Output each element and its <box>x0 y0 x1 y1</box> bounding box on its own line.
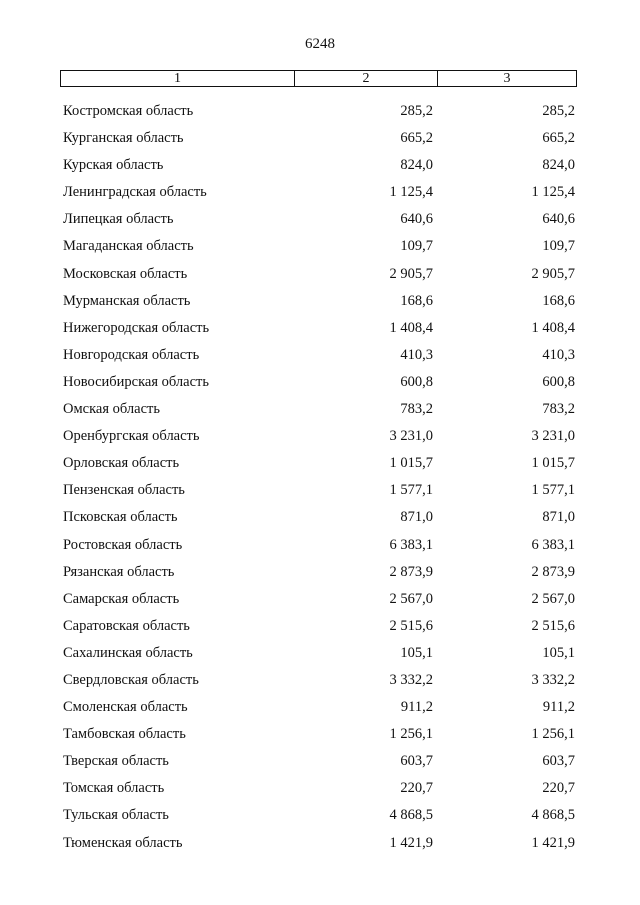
column-2-value: 220,7 <box>400 780 433 797</box>
table-row <box>0 233 640 260</box>
column-3-value: 665,2 <box>542 130 575 147</box>
column-3-value: 783,2 <box>542 401 575 418</box>
table-row <box>0 667 640 694</box>
column-2-value: 3 231,0 <box>389 428 433 445</box>
region-name: Тюменская область <box>63 834 183 851</box>
table-row <box>0 748 640 775</box>
column-2-value: 783,2 <box>400 401 433 418</box>
column-2-value: 1 408,4 <box>389 319 433 336</box>
region-name: Рязанская область <box>63 563 175 580</box>
column-3-value: 1 408,4 <box>531 319 575 336</box>
column-2-value: 824,0 <box>400 157 433 174</box>
region-name: Тверская область <box>63 753 169 770</box>
column-3-value: 911,2 <box>542 699 575 716</box>
column-3-value: 2 905,7 <box>531 265 575 282</box>
column-3-value: 1 125,4 <box>531 184 575 201</box>
column-3-value: 3 332,2 <box>531 671 575 688</box>
region-name: Новгородская область <box>63 346 200 363</box>
table-row <box>0 206 640 233</box>
column-3-value: 2 567,0 <box>531 590 575 607</box>
table-row <box>0 802 640 829</box>
table-row <box>0 125 640 152</box>
column-2-value: 1 125,4 <box>389 184 433 201</box>
column-3-value: 168,6 <box>542 292 575 309</box>
column-3-value: 1 015,7 <box>531 455 575 472</box>
column-3-value: 1 256,1 <box>531 726 575 743</box>
region-name: Костромская область <box>63 103 194 119</box>
region-name: Оренбургская область <box>63 428 200 445</box>
table-row <box>0 179 640 206</box>
column-3-value: 824,0 <box>542 157 575 174</box>
table-row <box>0 342 640 369</box>
table-row <box>0 586 640 613</box>
column-3-value: 6 383,1 <box>531 536 575 553</box>
column-2-value: 603,7 <box>400 753 433 770</box>
column-3-value: 2 873,9 <box>531 563 575 580</box>
table-row <box>0 721 640 748</box>
table-row <box>0 369 640 396</box>
column-3-value: 1 421,9 <box>531 834 575 851</box>
table-row <box>0 504 640 531</box>
column-3-value: 109,7 <box>542 238 575 255</box>
region-name: Свердловская область <box>63 671 199 688</box>
column-2-value: 640,6 <box>400 211 433 228</box>
column-3-value: 3 231,0 <box>531 428 575 445</box>
column-2-value: 109,7 <box>400 238 433 255</box>
region-name: Липецкая область <box>63 211 174 228</box>
region-name: Смоленская область <box>63 699 188 716</box>
table-body <box>0 98 640 857</box>
column-header-1: 1 <box>61 71 295 86</box>
table-row <box>0 315 640 342</box>
page-number: 6248 <box>305 36 335 52</box>
column-2-value: 410,3 <box>400 346 433 363</box>
column-3-value: 285,2 <box>542 103 575 119</box>
table-row <box>0 694 640 721</box>
region-name: Ленинградская область <box>63 184 207 201</box>
column-2-value: 2 873,9 <box>389 563 433 580</box>
table-row <box>0 396 640 423</box>
column-3-value: 603,7 <box>542 753 575 770</box>
table-row <box>0 288 640 315</box>
column-3-value: 105,1 <box>542 644 575 661</box>
column-3-value: 600,8 <box>542 373 575 390</box>
column-2-value: 285,2 <box>400 103 433 119</box>
region-name: Томская область <box>63 780 165 797</box>
region-name: Псковская область <box>63 509 178 526</box>
region-name: Тульская область <box>63 807 169 824</box>
column-2-value: 3 332,2 <box>389 671 433 688</box>
column-2-value: 2 905,7 <box>389 265 433 282</box>
column-3-value: 1 577,1 <box>531 482 575 499</box>
column-header-3: 3 <box>503 71 511 86</box>
region-name: Курганская область <box>63 130 184 147</box>
table-row <box>0 830 640 857</box>
table-row <box>0 532 640 559</box>
region-name: Самарская область <box>63 590 180 607</box>
region-name: Мурманская область <box>63 292 191 309</box>
region-name: Курская область <box>63 157 164 174</box>
table-row <box>0 450 640 477</box>
region-name: Сахалинская область <box>63 644 193 661</box>
column-3-value: 410,3 <box>542 346 575 363</box>
table-row <box>0 613 640 640</box>
column-2-value: 4 868,5 <box>389 807 433 824</box>
column-3-value: 640,6 <box>542 211 575 228</box>
region-name: Новосибирская область <box>63 373 209 390</box>
region-name: Ростовская область <box>63 536 183 553</box>
column-2-value: 1 577,1 <box>389 482 433 499</box>
table-header <box>60 70 577 87</box>
region-name: Тамбовская область <box>63 726 186 743</box>
column-2-value: 2 515,6 <box>389 617 433 634</box>
region-name: Саратовская область <box>63 617 190 634</box>
region-name: Магаданская область <box>63 238 194 255</box>
region-name: Нижегородская область <box>63 319 210 336</box>
table-row <box>0 477 640 504</box>
column-2-value: 6 383,1 <box>389 536 433 553</box>
region-name: Орловская область <box>63 455 180 472</box>
column-2-value: 871,0 <box>400 509 433 526</box>
column-2-value: 1 015,7 <box>389 455 433 472</box>
column-3-value: 220,7 <box>542 780 575 797</box>
region-name: Пензенская область <box>63 482 185 499</box>
region-name: Московская область <box>63 265 188 282</box>
table-row <box>0 423 640 450</box>
column-2-value: 168,6 <box>400 292 433 309</box>
region-name: Омская область <box>63 401 160 418</box>
table-row <box>0 559 640 586</box>
column-3-value: 4 868,5 <box>531 807 575 824</box>
table-row <box>0 152 640 179</box>
column-2-value: 665,2 <box>400 130 433 147</box>
column-2-value: 105,1 <box>400 644 433 661</box>
table-row <box>0 261 640 288</box>
table-row <box>0 775 640 802</box>
column-3-value: 871,0 <box>542 509 575 526</box>
column-2-value: 1 421,9 <box>389 834 433 851</box>
column-2-value: 1 256,1 <box>389 726 433 743</box>
table-row <box>0 98 640 125</box>
column-2-value: 911,2 <box>400 699 433 716</box>
column-2-value: 2 567,0 <box>389 590 433 607</box>
column-header-2: 2 <box>295 71 438 86</box>
column-3-value: 2 515,6 <box>531 617 575 634</box>
column-2-value: 600,8 <box>400 373 433 390</box>
table-row <box>0 640 640 667</box>
